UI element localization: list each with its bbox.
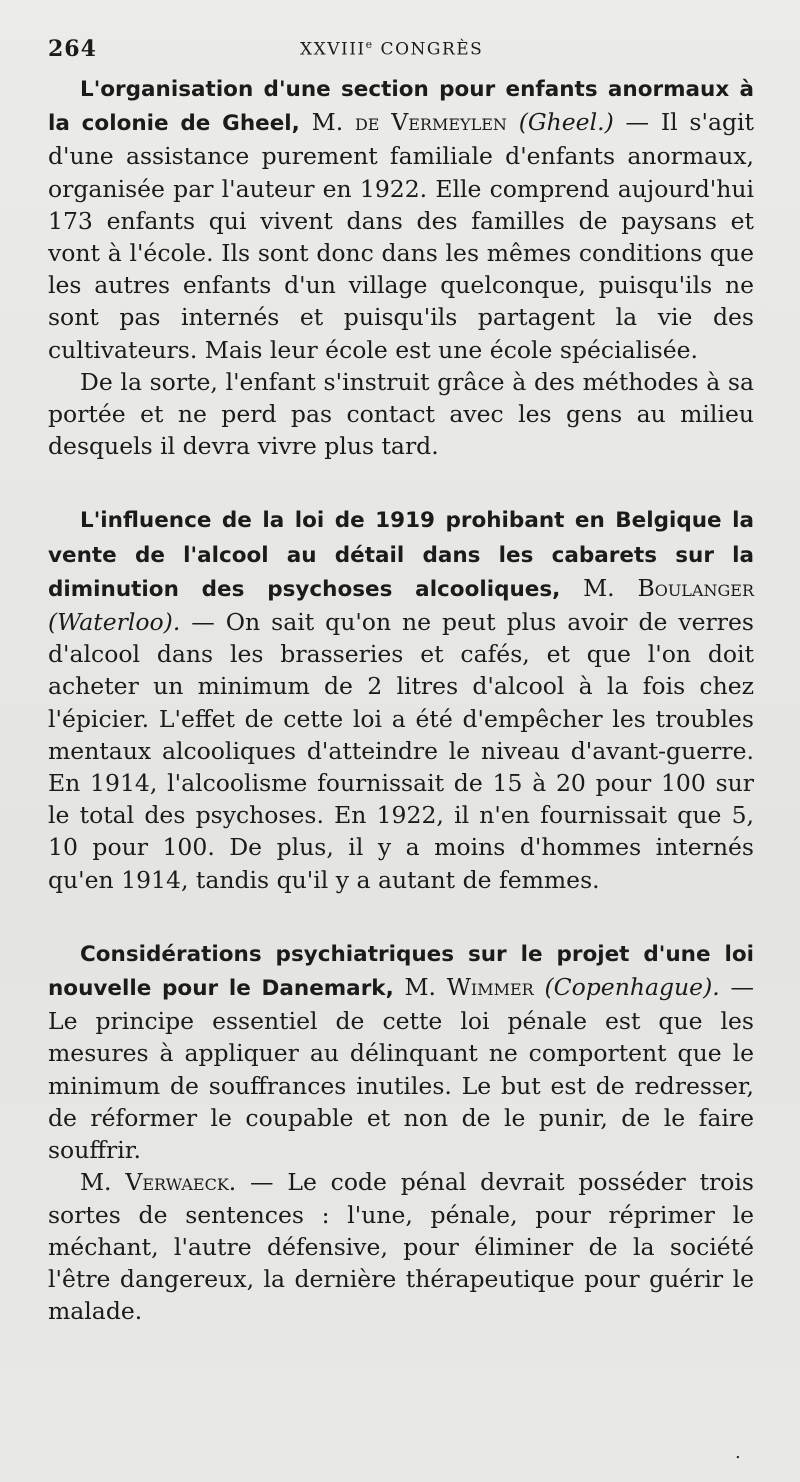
section-gheel-author-particle: de (354, 108, 380, 137)
section-danemark-author-prefix: M. (404, 973, 447, 1002)
section-danemark-place: (Copenhague). (544, 973, 720, 1002)
section-gheel-title: L'organisation d'une section pour enfants anormaux à la colonie de Gheel, (48, 77, 754, 137)
section-alcool-author-prefix: M. (583, 573, 638, 602)
section-alcool-paragraph (48, 503, 754, 895)
section-alcool-place: (Waterloo). (48, 608, 181, 637)
section-alcool-author-name: Boulanger (637, 573, 754, 602)
section-danemark-title: Considérations psychiatriques sur le projet d'une loi nouvelle pour le Danemark, (48, 941, 754, 1002)
section-danemark-paragraph (48, 937, 754, 1166)
section-danemark-author-name: Wimmer (446, 973, 534, 1002)
section-alcool-text: — On sait qu'on ne peut plus avoir de verres d'alcool dans les brasseries et cafés, et que l'on doit acheter un minimum de 2 litres d'alcool à la fois chez l'épicier. L'effet de cette loi a été d'empêcher les troubles mentaux alcooliques d'atteindre le niveau d'avant-guerre. En 1914, l'alcoolisme fournissait de 15 à 20 pour 100 sur le total des psychoses. En 1922, il n'en fournissait que 5, 10 pour 100. De plus, il y a moins d'hommes internés qu'en 1914, tandis qu'il y a autant de femmes. (48, 608, 754, 894)
section-gheel-text: — Il s'agit d'une assistance purement familiale d'enfants anormaux, organisée par l'auteur en 1922. Elle comprend aujourd'hui 173 enfants qui vivent dans des familles de paysans et vont à l'école. Ils sont donc dans les mêmes conditions que les autres enfants d'un village quelconque, puisqu'ils ne sont pas internés et puisqu'ils partagent la vie des cultivateurs. Mais leur école est une école spécialisée. (48, 108, 754, 364)
footer-mark: . (735, 1442, 741, 1463)
section-alcool (48, 503, 754, 895)
section-gheel-author-name: Vermeylen (379, 108, 507, 137)
section-gheel-author-prefix: M. (311, 108, 355, 137)
section-danemark (48, 937, 754, 1327)
section-gheel-place: (Gheel.) (518, 108, 614, 137)
page-number: 264 (48, 36, 97, 62)
section-danemark-reply-text: — Le code pénal devrait posséder trois sortes de sentences : l'une, pénale, pour réprimer le méchant, l'autre défensive, pour éliminer de la société l'être dangereux, la dernière thérapeutique pour guérir le malade. (48, 1168, 754, 1326)
section-danemark-text: — Le principe essentiel de cette loi pénale est que les mesures à appliquer au délinquant ne comportent que le minimum de souffrances inutiles. Le but est de redresser, de réformer le coupable et non de le punir, de le faire souffrir. (48, 973, 754, 1165)
section-danemark-reply (48, 1166, 754, 1327)
running-title-sup: e (365, 38, 374, 51)
running-title (300, 38, 483, 60)
section-danemark-reply-name: Verwaeck. (125, 1168, 237, 1197)
section-spacer (48, 896, 754, 937)
running-title-suffix: CONGRÈS (373, 39, 484, 60)
section-gheel-paragraph (48, 72, 754, 366)
section-gheel (48, 72, 754, 462)
running-title-prefix: XXVIII (300, 39, 366, 60)
section-gheel-paragraph-2: De la sorte, l'enfant s'instruit grâce à des méthodes à sa portée et ne perd pas contact avec les gens au milieu desquels il devra vivre plus tard. (48, 367, 754, 461)
section-danemark-reply-prefix: M. (80, 1168, 126, 1197)
section-alcool-title: L'influence de la loi de 1919 prohibant en Belgique la vente de l'alcool au détail dans les cabarets sur la diminution des psychoses alcooliques, (48, 508, 754, 602)
section-spacer (48, 462, 754, 503)
running-head (48, 28, 754, 72)
